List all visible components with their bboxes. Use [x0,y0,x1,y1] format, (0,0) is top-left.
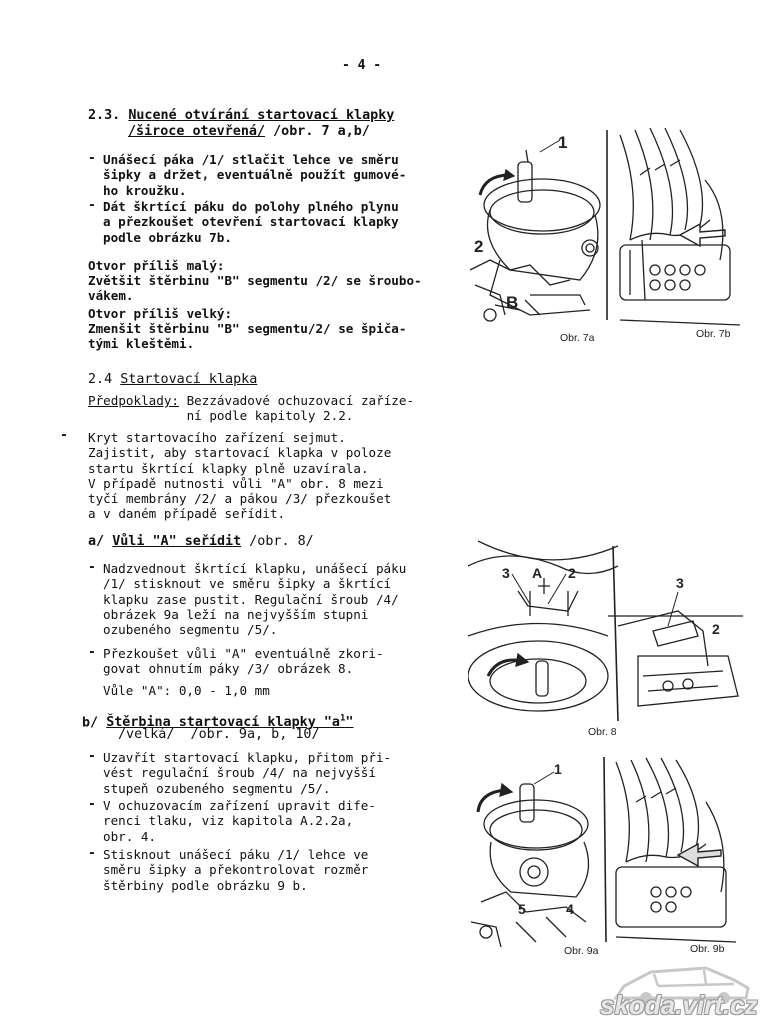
prerequisites-label: Předpoklady: [88,393,179,408]
list-item: Stisknout unášecí páku /1/ lehce ve směru šipky a překontrolovat rozměr štěrbiny podle obrázku 9 b. [103,847,369,893]
section-title: Nucené otvírání startovací klapky [128,108,395,123]
subsection-prefix: a/ [88,534,113,549]
list-item: V ochuzovacím zařízení upravit dife- renci tlaku, viz kapitola A.2.2a, obr. 4. [103,798,376,844]
page-number: - 4 - [342,58,382,73]
watermark-text: skoda.virt.cz [600,990,758,1020]
bullet: - [88,560,96,575]
section-title: Startovací klapka [120,372,258,387]
section-number: 2.3. [88,108,129,123]
subsection-b-subtitle: /velká/ /obr. 9a, b, 10/ [118,727,320,742]
subsection-title-text: Štěrbina startovací klapky "a [106,715,340,731]
bullet: - [88,151,96,166]
list-item: Uzavřít startovací klapku, přitom při- vést regulační šroub /4/ na nejvyšší stupeň ozubeného segmentu /5/. [103,750,392,796]
fig8-label-2: 2 [568,565,576,581]
fig8-label-3: 3 [502,565,510,581]
bullet: - [88,645,96,660]
section-number: 2.4 [88,372,121,387]
subsection-a-title [88,534,314,549]
subsection-ref: /obr. 8/ [241,534,314,549]
figure-7-illustration [470,120,760,340]
bullet: - [60,428,68,443]
fig8-label-3b: 3 [676,575,684,591]
list-item: Dát škrtící páku do polohy plného plynu a přezkoušet otevření startovací klapky podle obrázku 7b. [103,199,399,245]
figure-9-illustration [466,752,746,947]
fig7-label-1: 1 [558,133,568,152]
prerequisites [88,393,414,424]
prerequisite-steps: Kryt startovacího zařízení sejmut. Zajistit, aby startovací klapka v poloze startu škrtící klapky plně uzavírala. V případě nutnosti vůli "A" obr. 8 mezi tyčí membrány /2/ a pákou /3/ přezkoušet a v daném případě seřídit. [88,430,392,522]
subsection-prefix: b/ [82,715,107,731]
fig9-label-1: 1 [554,761,562,777]
large-opening-text: Zmenšit štěrbinu "B" segmentu/2/ se špiča- tými kleštěmi. [88,321,407,352]
small-opening-heading: Otvor příliš malý: [88,258,225,273]
small-opening-text: Zvětšit štěrbinu "B" segmentu /2/ se šroubo- vákem. [88,273,422,304]
list-item: Unášecí páka /1/ stlačit lehce ve směru šipky a držet, eventuálně použít gumové- ho kroužku. [103,152,407,198]
subsection-title-end: " [345,715,354,731]
section-2-3-title [88,108,394,123]
figure-7a-caption: Obr. 7a [560,332,595,344]
bullet: - [88,749,96,764]
bullet: - [88,797,96,812]
figure-9a-caption: Obr. 9a [564,945,599,957]
figure-9b-caption: Obr. 9b [690,943,725,955]
superscript: 1 [339,714,346,724]
fig7-label-b: B [506,293,519,312]
figure-7b-caption: Obr. 7b [696,328,731,340]
prerequisites-text: Bezzávadové ochuzovací zaříze- ní podle kapitoly 2.2. [186,393,415,424]
large-opening-heading: Otvor příliš velký: [88,306,233,321]
figure-8-caption: Obr. 8 [588,726,617,738]
figure-8-illustration [468,536,743,726]
list-item: Nadzvednout škrtící klapku, unášecí páku /1/ stisknout ve směru šipky a škrtící klapku zase pustit. Regulační šroub /4/ obrázek 9a leží na nejvyšším stupni ozubeného segmentu /5/. [103,561,407,638]
list-item: Přezkoušet vůli "A" eventuálně zkori- govat ohnutím páky /3/ obrázek 8. [103,646,384,677]
section-2-3-subtitle [128,124,370,139]
subtitle-main: /široce otevřená/ [128,124,266,139]
fig8-label-2b: 2 [712,621,720,637]
fig8-label-a: A [532,565,543,581]
fig7-label-2: 2 [474,237,484,256]
fig9-label-4: 4 [566,901,574,917]
bullet: - [88,846,96,861]
bullet: - [88,198,96,213]
subtitle-ref: /obr. 7 a,b/ [265,124,370,139]
section-2-4-title [88,372,257,387]
fig9-label-5: 5 [518,901,526,917]
tolerance-value: Vůle "A": 0,0 - 1,0 mm [103,683,270,698]
subsection-title: Vůli "A" seřídit [112,534,242,549]
